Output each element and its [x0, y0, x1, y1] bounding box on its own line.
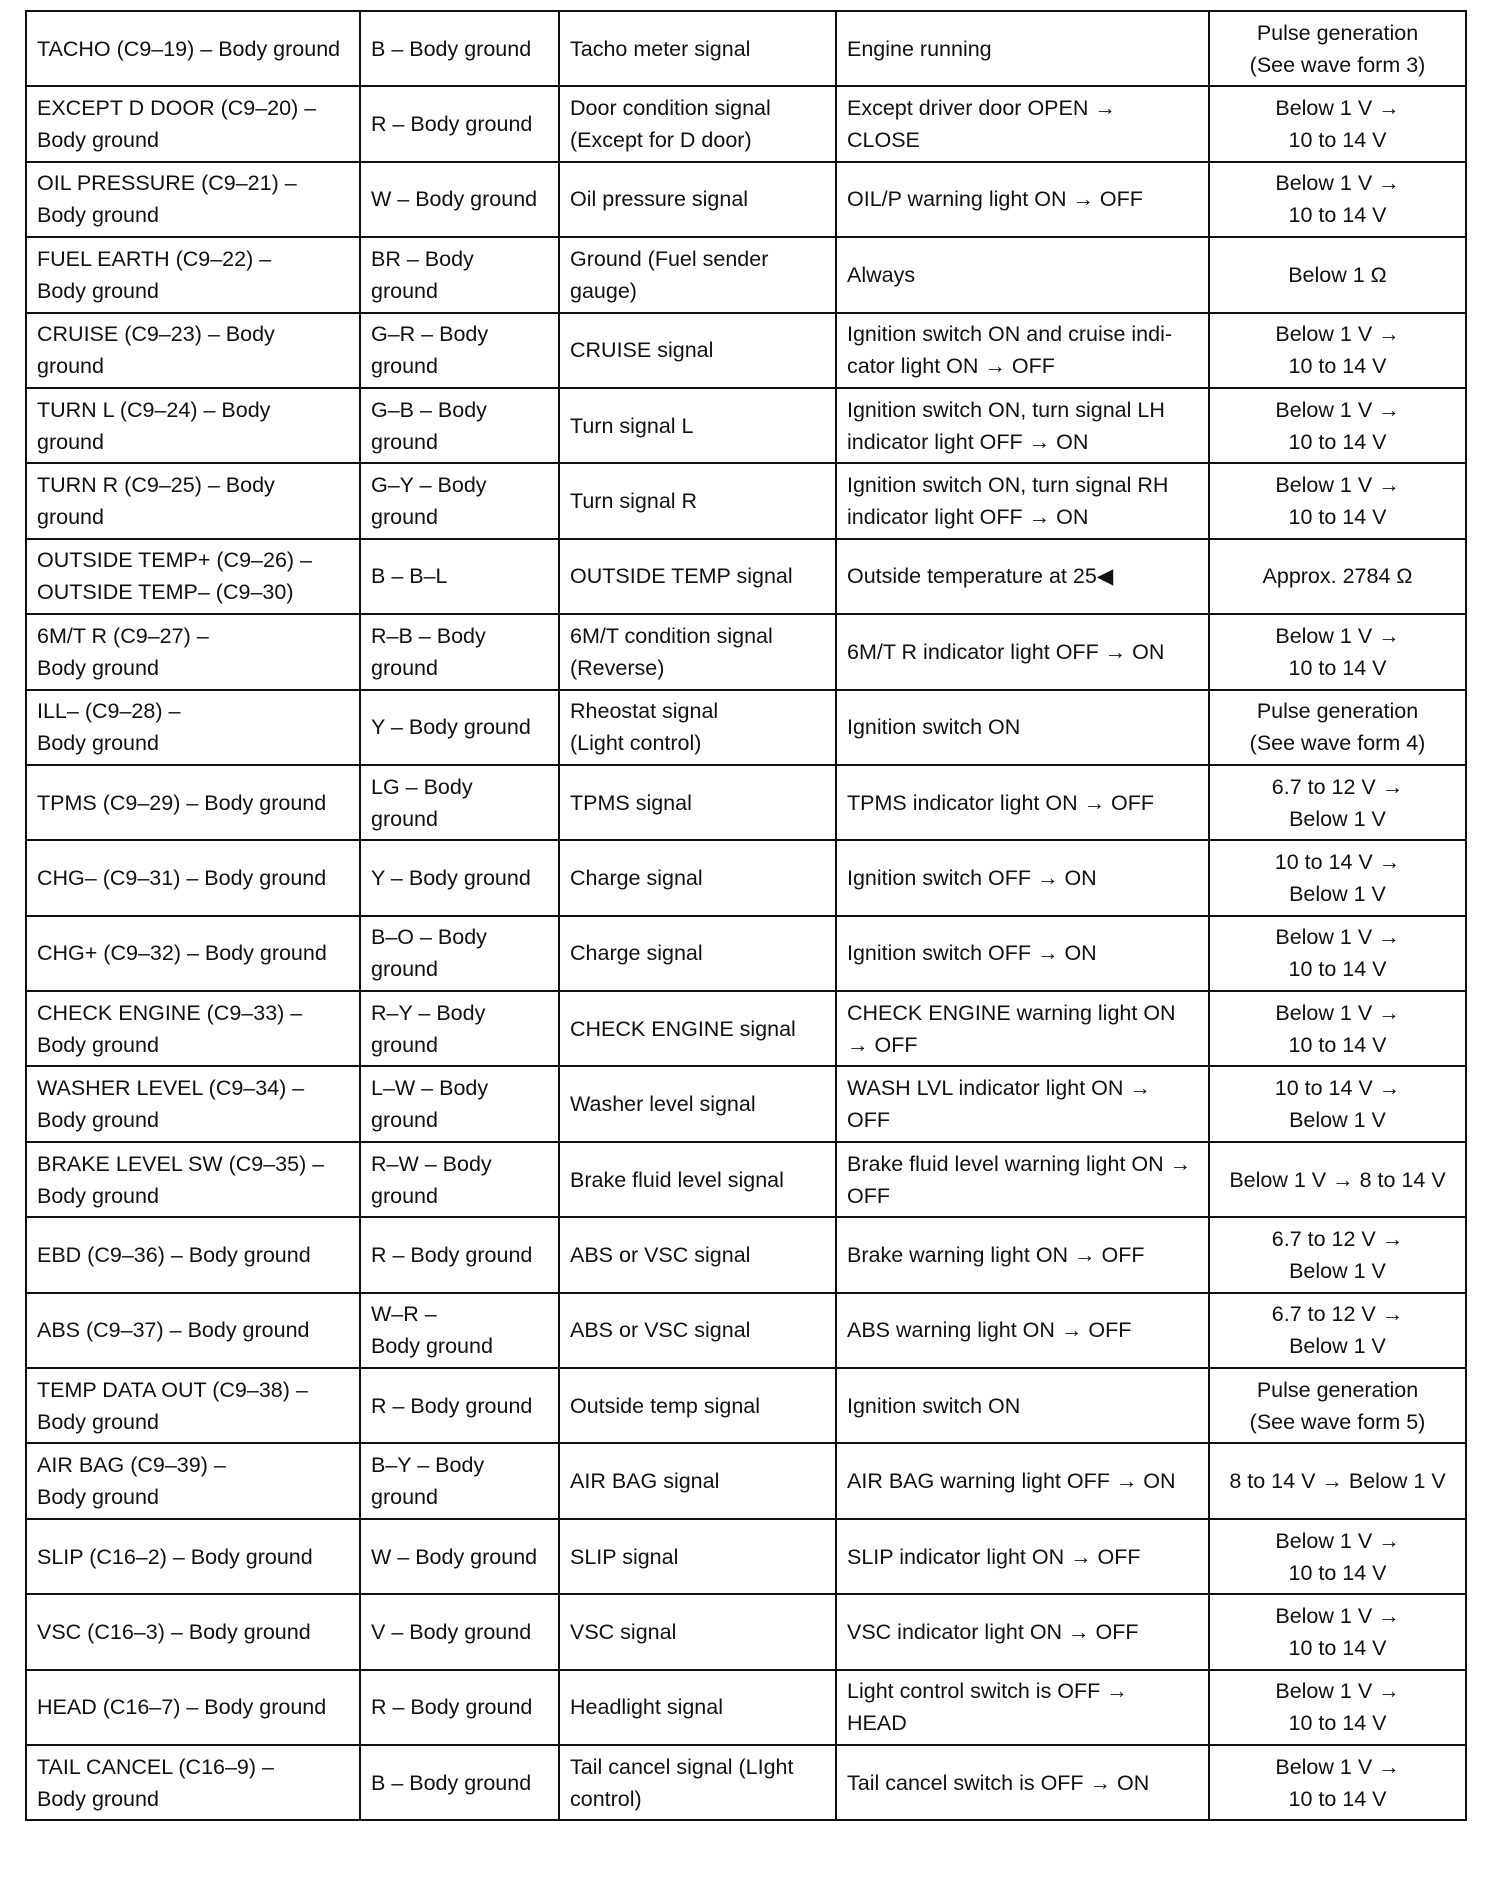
terminal-cell: SLIP (C16–2) – Body ground: [26, 1519, 360, 1594]
description-cell: Headlight signal: [559, 1670, 836, 1745]
wiring-color-cell: G–Y – Body ground: [360, 463, 559, 538]
specified-condition-cell: Below 1 V → 10 to 14 V: [1209, 916, 1466, 991]
wiring-color-cell: W – Body ground: [360, 1519, 559, 1594]
wiring-color-cell: R – Body ground: [360, 86, 559, 161]
specified-condition-cell: 8 to 14 V → Below 1 V: [1209, 1443, 1466, 1518]
terminal-cell: TAIL CANCEL (C16–9) – Body ground: [26, 1745, 360, 1820]
specified-condition-cell: 6.7 to 12 V → Below 1 V: [1209, 1217, 1466, 1292]
wiring-color-cell: LG – Body ground: [360, 765, 559, 840]
wiring-color-cell: G–R – Body ground: [360, 313, 559, 388]
terminal-cell: HEAD (C16–7) – Body ground: [26, 1670, 360, 1745]
table-row: [26, 1142, 1466, 1217]
specified-condition-cell: Below 1 V → 10 to 14 V: [1209, 86, 1466, 161]
terminal-cell: TACHO (C9–19) – Body ground: [26, 11, 360, 86]
description-cell: VSC signal: [559, 1594, 836, 1669]
condition-cell: Ignition switch ON: [836, 690, 1209, 765]
wiring-color-cell: G–B – Body ground: [360, 388, 559, 463]
table-row: [26, 916, 1466, 991]
wiring-color-cell: R – Body ground: [360, 1368, 559, 1443]
table-row: [26, 86, 1466, 161]
wiring-color-cell: W–R – Body ground: [360, 1293, 559, 1368]
description-cell: Charge signal: [559, 916, 836, 991]
specified-condition-cell: Below 1 V → 10 to 14 V: [1209, 614, 1466, 689]
wiring-color-cell: W – Body ground: [360, 162, 559, 237]
condition-cell: Engine running: [836, 11, 1209, 86]
wiring-color-cell: B–Y – Body ground: [360, 1443, 559, 1518]
table-row: [26, 765, 1466, 840]
specified-condition-cell: Below 1 V → 10 to 14 V: [1209, 313, 1466, 388]
terminal-cell: FUEL EARTH (C9–22) – Body ground: [26, 237, 360, 312]
description-cell: ABS or VSC signal: [559, 1217, 836, 1292]
terminal-cell: CRUISE (C9–23) – Body ground: [26, 313, 360, 388]
description-cell: TPMS signal: [559, 765, 836, 840]
terminal-cell: TURN R (C9–25) – Body ground: [26, 463, 360, 538]
condition-cell: Ignition switch ON: [836, 1368, 1209, 1443]
description-cell: Washer level signal: [559, 1066, 836, 1141]
terminal-cell: BRAKE LEVEL SW (C9–35) – Body ground: [26, 1142, 360, 1217]
wiring-color-cell: V – Body ground: [360, 1594, 559, 1669]
wiring-color-cell: R – Body ground: [360, 1670, 559, 1745]
condition-cell: Tail cancel switch is OFF → ON: [836, 1745, 1209, 1820]
condition-cell: Ignition switch OFF → ON: [836, 916, 1209, 991]
table-row: [26, 1519, 1466, 1594]
condition-cell: VSC indicator light ON → OFF: [836, 1594, 1209, 1669]
specified-condition-cell: Below 1 V → 10 to 14 V: [1209, 1670, 1466, 1745]
terminal-cell: ABS (C9–37) – Body ground: [26, 1293, 360, 1368]
description-cell: Ground (Fuel sender gauge): [559, 237, 836, 312]
specified-condition-cell: Pulse generation (See wave form 4): [1209, 690, 1466, 765]
specified-condition-cell: Approx. 2784 Ω: [1209, 539, 1466, 614]
condition-cell: OIL/P warning light ON → OFF: [836, 162, 1209, 237]
terminal-cell: OIL PRESSURE (C9–21) – Body ground: [26, 162, 360, 237]
table-row: [26, 313, 1466, 388]
table-row: [26, 1745, 1466, 1820]
specified-condition-cell: Below 1 V → 10 to 14 V: [1209, 463, 1466, 538]
condition-cell: ABS warning light ON → OFF: [836, 1293, 1209, 1368]
terminal-cell: TURN L (C9–24) – Body ground: [26, 388, 360, 463]
description-cell: AIR BAG signal: [559, 1443, 836, 1518]
condition-cell: CHECK ENGINE warning light ON → OFF: [836, 991, 1209, 1066]
specified-condition-cell: Below 1 V → 10 to 14 V: [1209, 991, 1466, 1066]
description-cell: Tacho meter signal: [559, 11, 836, 86]
specified-condition-cell: 10 to 14 V → Below 1 V: [1209, 1066, 1466, 1141]
description-cell: SLIP signal: [559, 1519, 836, 1594]
terminal-cell: TEMP DATA OUT (C9–38) – Body ground: [26, 1368, 360, 1443]
condition-cell: Brake fluid level warning light ON → OFF: [836, 1142, 1209, 1217]
table-row: [26, 1293, 1466, 1368]
table-row: [26, 11, 1466, 86]
specified-condition-cell: 10 to 14 V → Below 1 V: [1209, 840, 1466, 915]
wiring-color-cell: B – Body ground: [360, 1745, 559, 1820]
table-row: [26, 162, 1466, 237]
description-cell: Rheostat signal (Light control): [559, 690, 836, 765]
specified-condition-cell: Below 1 V → 10 to 14 V: [1209, 1594, 1466, 1669]
specified-condition-cell: Below 1 Ω: [1209, 237, 1466, 312]
table-row: [26, 1670, 1466, 1745]
condition-cell: SLIP indicator light ON → OFF: [836, 1519, 1209, 1594]
terminal-cell: CHECK ENGINE (C9–33) – Body ground: [26, 991, 360, 1066]
terminal-inspection-table: [25, 10, 1467, 1821]
condition-cell: Brake warning light ON → OFF: [836, 1217, 1209, 1292]
specified-condition-cell: Below 1 V → 10 to 14 V: [1209, 1745, 1466, 1820]
table-row: [26, 991, 1466, 1066]
description-cell: Outside temp signal: [559, 1368, 836, 1443]
specified-condition-cell: Pulse generation (See wave form 3): [1209, 11, 1466, 86]
description-cell: CRUISE signal: [559, 313, 836, 388]
table-row: [26, 1368, 1466, 1443]
terminal-cell: EXCEPT D DOOR (C9–20) – Body ground: [26, 86, 360, 161]
specified-condition-cell: Below 1 V → 10 to 14 V: [1209, 162, 1466, 237]
terminal-cell: CHG+ (C9–32) – Body ground: [26, 916, 360, 991]
description-cell: Turn signal L: [559, 388, 836, 463]
description-cell: 6M/T condition signal (Reverse): [559, 614, 836, 689]
table-row: [26, 388, 1466, 463]
condition-cell: Light control switch is OFF → HEAD: [836, 1670, 1209, 1745]
table-row: [26, 1217, 1466, 1292]
table-row: [26, 463, 1466, 538]
wiring-color-cell: R – Body ground: [360, 1217, 559, 1292]
description-cell: OUTSIDE TEMP signal: [559, 539, 836, 614]
terminal-cell: VSC (C16–3) – Body ground: [26, 1594, 360, 1669]
condition-cell: 6M/T R indicator light OFF → ON: [836, 614, 1209, 689]
condition-cell: TPMS indicator light ON → OFF: [836, 765, 1209, 840]
specified-condition-cell: Pulse generation (See wave form 5): [1209, 1368, 1466, 1443]
wiring-color-cell: B – Body ground: [360, 11, 559, 86]
table-row: [26, 614, 1466, 689]
wiring-color-cell: BR – Body ground: [360, 237, 559, 312]
terminal-cell: 6M/T R (C9–27) – Body ground: [26, 614, 360, 689]
table-row: [26, 690, 1466, 765]
table-row: [26, 237, 1466, 312]
condition-cell: Except driver door OPEN → CLOSE: [836, 86, 1209, 161]
wiring-color-cell: B–O – Body ground: [360, 916, 559, 991]
table-row: [26, 1066, 1466, 1141]
specified-condition-cell: Below 1 V → 8 to 14 V: [1209, 1142, 1466, 1217]
table-row: [26, 539, 1466, 614]
specified-condition-cell: Below 1 V → 10 to 14 V: [1209, 388, 1466, 463]
terminal-cell: AIR BAG (C9–39) – Body ground: [26, 1443, 360, 1518]
condition-cell: Ignition switch ON, turn signal RH indicator light OFF → ON: [836, 463, 1209, 538]
description-cell: ABS or VSC signal: [559, 1293, 836, 1368]
wiring-color-cell: R–Y – Body ground: [360, 991, 559, 1066]
specified-condition-cell: 6.7 to 12 V → Below 1 V: [1209, 1293, 1466, 1368]
condition-cell: AIR BAG warning light OFF → ON: [836, 1443, 1209, 1518]
condition-cell: Always: [836, 237, 1209, 312]
wiring-color-cell: Y – Body ground: [360, 840, 559, 915]
description-cell: Oil pressure signal: [559, 162, 836, 237]
specified-condition-cell: Below 1 V → 10 to 14 V: [1209, 1519, 1466, 1594]
table-body: [26, 11, 1466, 1820]
condition-cell: Ignition switch ON and cruise indi- cator light ON → OFF: [836, 313, 1209, 388]
description-cell: Turn signal R: [559, 463, 836, 538]
condition-cell: Ignition switch ON, turn signal LH indicator light OFF → ON: [836, 388, 1209, 463]
table-row: [26, 1443, 1466, 1518]
wiring-color-cell: Y – Body ground: [360, 690, 559, 765]
description-cell: Charge signal: [559, 840, 836, 915]
description-cell: Door condition signal (Except for D door): [559, 86, 836, 161]
wiring-color-cell: R–W – Body ground: [360, 1142, 559, 1217]
terminal-cell: ILL– (C9–28) – Body ground: [26, 690, 360, 765]
description-cell: CHECK ENGINE signal: [559, 991, 836, 1066]
terminal-cell: OUTSIDE TEMP+ (C9–26) – OUTSIDE TEMP– (C9–30): [26, 539, 360, 614]
description-cell: Brake fluid level signal: [559, 1142, 836, 1217]
table-row: [26, 840, 1466, 915]
table-row: [26, 1594, 1466, 1669]
wiring-color-cell: R–B – Body ground: [360, 614, 559, 689]
terminal-cell: CHG– (C9–31) – Body ground: [26, 840, 360, 915]
terminal-cell: EBD (C9–36) – Body ground: [26, 1217, 360, 1292]
description-cell: Tail cancel signal (LIght control): [559, 1745, 836, 1820]
condition-cell: Ignition switch OFF → ON: [836, 840, 1209, 915]
wiring-color-cell: B – B–L: [360, 539, 559, 614]
wiring-color-cell: L–W – Body ground: [360, 1066, 559, 1141]
specified-condition-cell: 6.7 to 12 V → Below 1 V: [1209, 765, 1466, 840]
condition-cell: WASH LVL indicator light ON → OFF: [836, 1066, 1209, 1141]
condition-cell: Outside temperature at 25◀: [836, 539, 1209, 614]
terminal-cell: TPMS (C9–29) – Body ground: [26, 765, 360, 840]
terminal-cell: WASHER LEVEL (C9–34) – Body ground: [26, 1066, 360, 1141]
